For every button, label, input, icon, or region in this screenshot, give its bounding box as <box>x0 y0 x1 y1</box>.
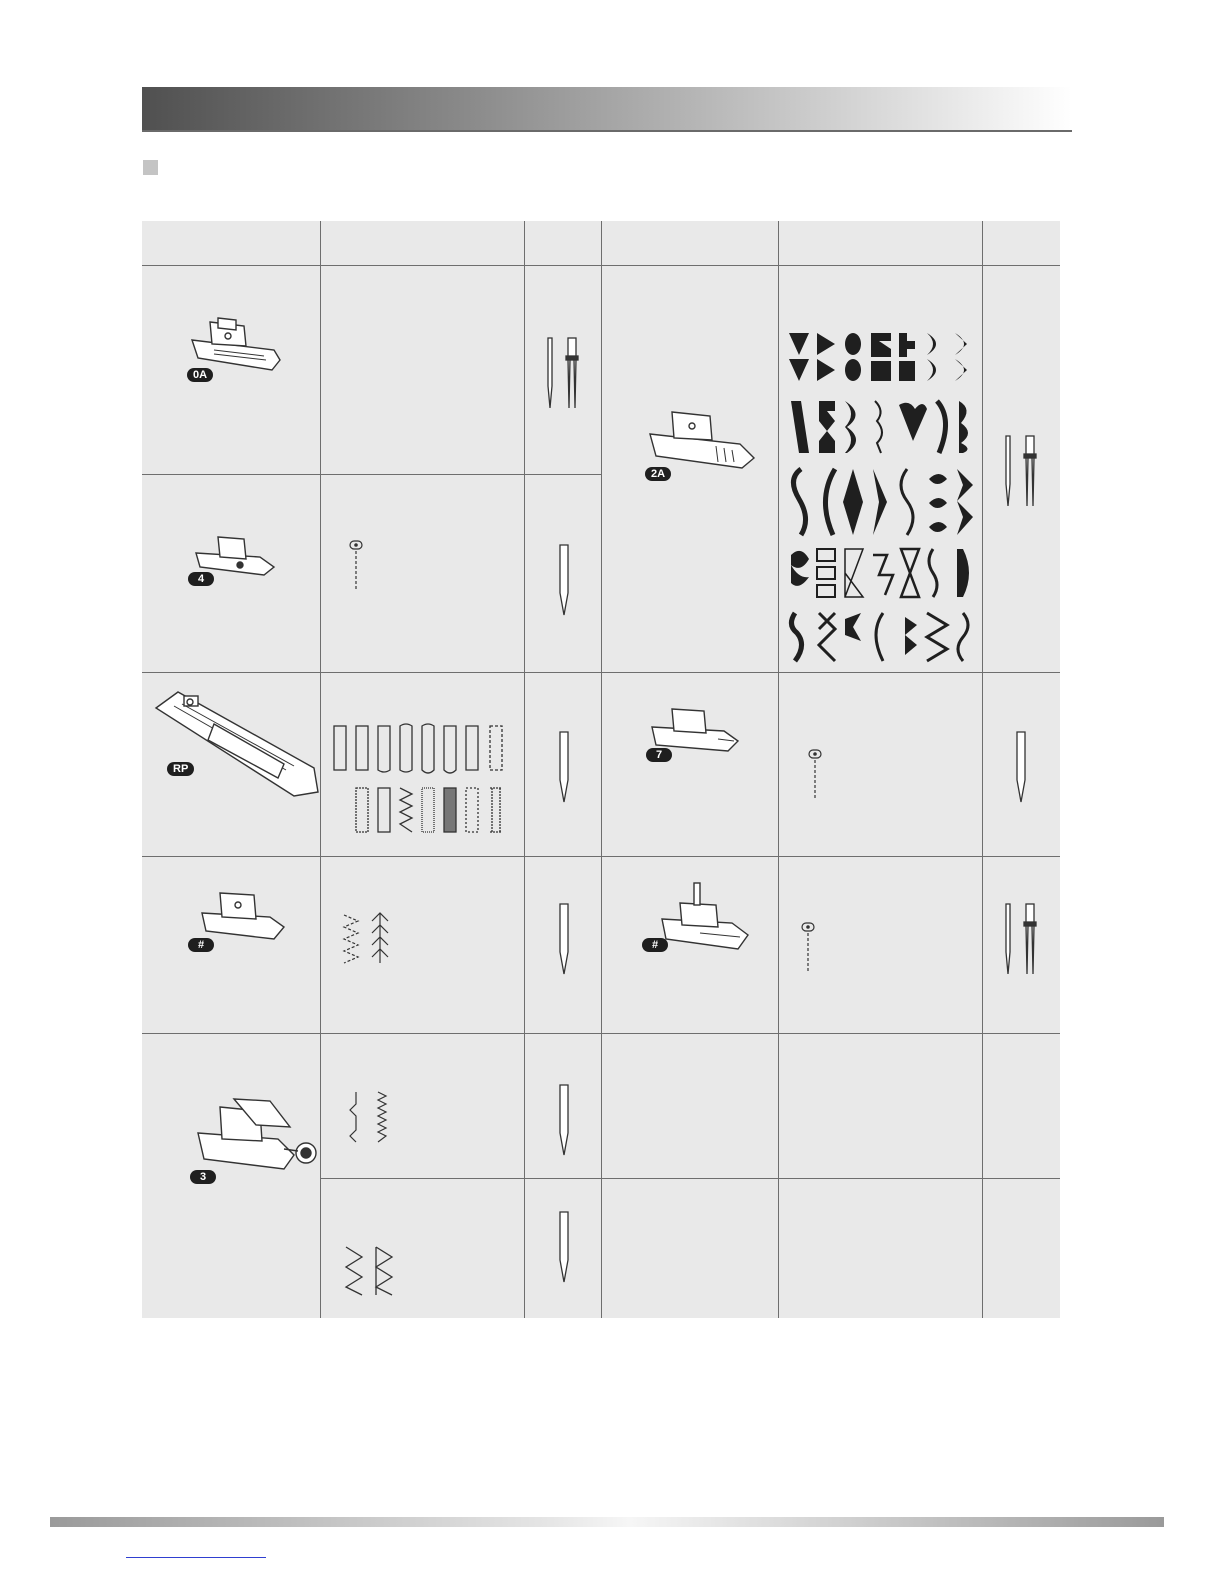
presser-foot-illustration <box>644 404 760 472</box>
overcast-stitch-symbols <box>342 911 394 965</box>
row-divider <box>142 856 1060 857</box>
presser-foot-illustration <box>154 688 322 798</box>
blind-hem-stitch-symbols <box>348 1090 392 1144</box>
section-marker <box>143 160 158 175</box>
single-needle-icon <box>554 902 574 978</box>
presser-foot-illustration <box>198 889 288 943</box>
single-needle-icon <box>554 730 574 806</box>
buttonhole-stitch-patterns <box>332 724 508 836</box>
row-divider <box>320 1178 1060 1179</box>
twin-needle-icon <box>998 902 1042 978</box>
column-divider <box>524 221 525 1318</box>
single-needle-icon <box>554 1210 574 1286</box>
single-needle-icon <box>554 543 574 619</box>
twin-needle-icon <box>540 336 584 412</box>
column-divider <box>778 221 779 1318</box>
presser-foot-illustration <box>194 1097 322 1183</box>
foot-label-badge: 0A <box>187 368 213 382</box>
stitch-symbol <box>798 921 818 973</box>
stitch-symbol <box>346 539 366 591</box>
accessory-table <box>142 221 1060 1318</box>
foot-label-badge: 7 <box>646 748 672 762</box>
header-bar <box>142 87 1072 132</box>
stitch-symbol <box>805 748 825 800</box>
foot-label-badge: 2A <box>645 467 671 481</box>
row-divider <box>142 474 601 475</box>
foot-label-badge: # <box>188 938 214 952</box>
decorative-stitch-patterns <box>787 329 977 661</box>
column-divider <box>601 221 602 1318</box>
foot-label-badge: RP <box>167 762 194 776</box>
zigzag-stitch-symbols <box>344 1245 394 1297</box>
row-divider <box>142 1033 1060 1034</box>
single-needle-icon <box>1011 730 1031 806</box>
twin-needle-icon <box>998 434 1042 510</box>
presser-foot-illustration <box>184 316 284 376</box>
row-divider <box>142 672 1060 673</box>
foot-label-badge: # <box>642 938 668 952</box>
foot-label-badge: 3 <box>190 1170 216 1184</box>
single-needle-icon <box>554 1083 574 1159</box>
foot-label-badge: 4 <box>188 572 214 586</box>
presser-foot-illustration <box>656 881 752 953</box>
footer-link[interactable] <box>126 1557 266 1558</box>
column-divider <box>982 221 983 1318</box>
footer-bar <box>50 1517 1164 1527</box>
